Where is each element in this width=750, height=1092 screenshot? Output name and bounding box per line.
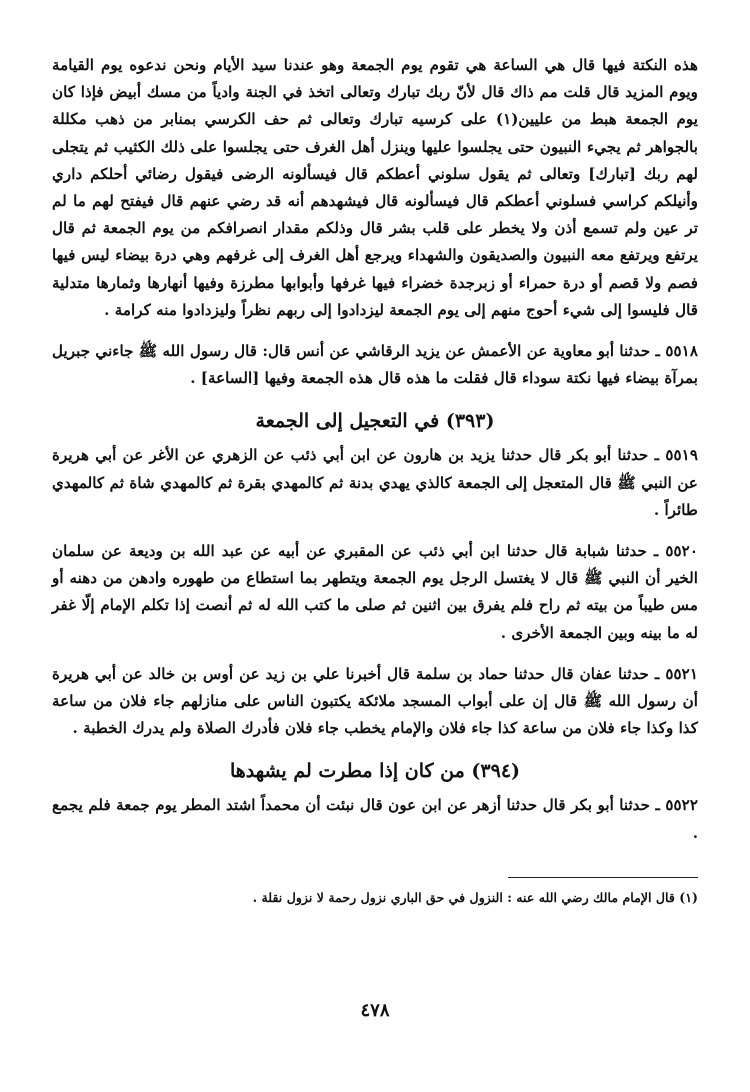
footnote: (١) قال الإمام مالك رضي الله عنه : النزول في حق الباري نزول رحمة لا نزول نقلة .	[252, 889, 698, 905]
hadith-paragraph-5519: ٥٥١٩ ـ حدثنا أبو بكر قال حدثنا يزيد بن هارون عن ابن أبي ذئب عن الزهري عن الأغر عن أبي هريرة عن النبي ﷺ قال المتعجل إلى الجمعة كالذي يهدي بدنة ثم كالمهدي بقرة ثم كالمهدي شاة ثم كالمهدي طائراً .	[52, 446, 698, 519]
footnote-divider	[508, 877, 698, 878]
hadith-paragraph-5518: ٥٥١٨ ـ حدثنا أبو معاوية عن الأعمش عن يزيد الرقاشي عن أنس قال: قال رسول الله ﷺ جاءني جبريل بمرآة بيضاء فيها نكتة سوداء قال فقلت ما هذه قال هذه الجمعة وفيها [الساعة] .	[52, 342, 698, 388]
hadith-paragraph-5520: ٥٥٢٠ ـ حدثنا شبابة قال حدثنا ابن أبي ذئب عن المقبري عن أبيه عن عبد الله بن وديعة عن سلمان الخير أن النبي ﷺ قال لا يغتسل الرجل يوم الجمعة ويتطهر بما استطاع من طهوره وادهن من دهنه أو مس طيباً من بيته ثم راح فلم يفرق بين اثنين ثم صلى ما كتب الله له ثم أنصت إذا تكلم الإمام إلّا غفر له ما بينه وبين الجمعة الأخرى .	[52, 542, 698, 642]
chapter-heading-394: (٣٩٤) من كان إذا مطرت لم يشهدها	[229, 760, 521, 783]
hadith-paragraph-continuation: هذه النكتة فيها قال هي الساعة هي تقوم يوم الجمعة وهو عندنا سيد الأيام ونحن ندعوه يوم القيامة ويوم المزيد قال قلت مم ذاك قال لأنّ ربك تبارك وتعالى اتخذ في الجنة وادياً من مسك أبيض فإذا كان يوم الجمعة هبط من عليين(١) على كرسيه تبارك وتعالى ثم حف الكرسي بمنابر من ذهب مكللة بالجواهر ثم يجيء النبيون حتى يجلسوا عليها وينزل أهل الغرف حتى يجلسوا على ذلك الكثيب ثم يتجلى لهم ربك [تبارك] وتعالى ثم يقول سلوني أعطكم قال فيسألونه الرضى فيقول رضائي أحلكم داري وأنيلكم كراسي فسلوني أعطكم قال فيسألونه قال فيشهدهم أنه قد رضي عنهم قال فيفتح لهم ما لم تر عين ولم تسمع أذن ولا يخطر على قلب بشر قال وذلكم مقدار انصرافكم من يوم الجمعة ثم قال يرتفع ويرتفع معه النبيون والصديقون والشهداء ويرجع أهل الغرف إلى غرفهم وهي درة بيضاء ليس فيها فصم ولا قصم أو درة حمراء أو زبرجدة خضراء فيها غرفها وأبوابها مطرزة وفيها أنهارها وثمارها متدلية قال فليسوا إلى شيء أحوج منهم إلى يوم الجمعة ليزدادوا إلى ربهم نظراً وليزدادوا منه كرامة .	[52, 56, 698, 319]
hadith-paragraph-5521: ٥٥٢١ ـ حدثنا عفان قال حدثنا حماد بن سلمة قال أخبرنا علي بن زيد عن أوس بن خالد عن أبي هريرة أن رسول الله ﷺ قال إن على أبواب المسجد ملائكة يكتبون الناس على منازلهم جاء فلان من ساعة كذا وكذا جاء فلان من ساعة كذا جاء فلان والإمام يخطب جاء فلان فأدرك الصلاة ولم يدرك الخطبة .	[52, 664, 698, 738]
hadith-paragraph-5522: ٥٥٢٢ ـ حدثنا أبو بكر قال حدثنا أزهر عن ابن عون قال نبئت أن محمداً اشتد المطر يوم جمعة فلم يجمع .	[52, 796, 698, 842]
book-page	[52, 40, 698, 1050]
page-number: ٤٧٨	[360, 1000, 390, 1021]
chapter-heading-393: (٣٩٣) في التعجيل إلى الجمعة	[255, 410, 495, 433]
